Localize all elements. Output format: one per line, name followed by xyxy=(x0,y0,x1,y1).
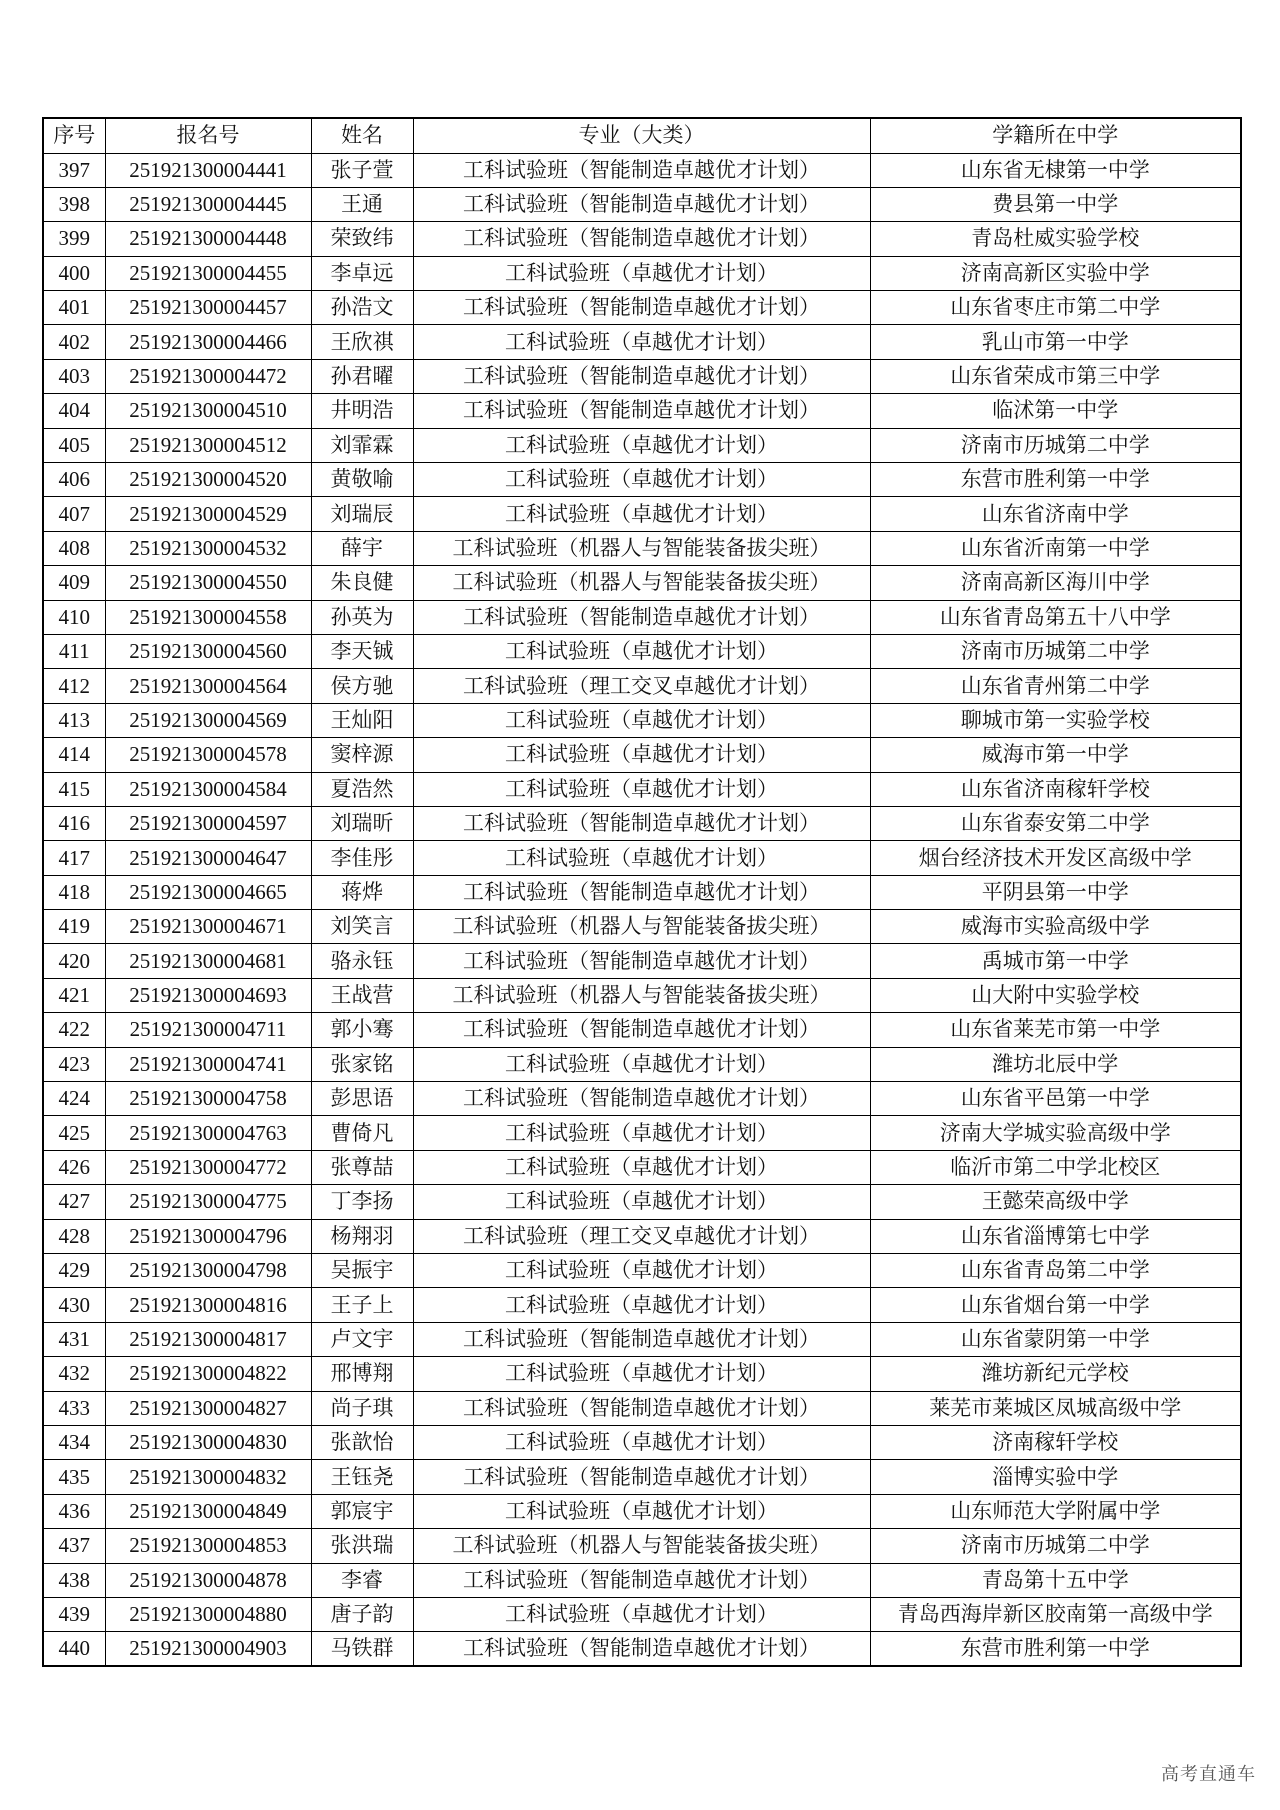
cell-school: 临沂市第二中学北校区 xyxy=(870,1150,1241,1184)
header-row xyxy=(43,118,1241,153)
cell-major: 工科试验班（卓越优才计划） xyxy=(413,1597,870,1631)
cell-school: 山东师范大学附属中学 xyxy=(870,1494,1241,1528)
cell-school: 山东省莱芜市第一中学 xyxy=(870,1013,1241,1047)
cell-school: 平阴县第一中学 xyxy=(870,875,1241,909)
cell-seq: 398 xyxy=(43,187,105,221)
cell-school: 山东省无棣第一中学 xyxy=(870,153,1241,187)
cell-major: 工科试验班（卓越优才计划） xyxy=(413,428,870,462)
cell-name: 丁李扬 xyxy=(311,1185,413,1219)
cell-school: 山东省青州第二中学 xyxy=(870,669,1241,703)
table-row xyxy=(43,1322,1241,1356)
cell-major: 工科试验班（卓越优才计划） xyxy=(413,497,870,531)
table-row xyxy=(43,634,1241,668)
table-row xyxy=(43,1391,1241,1425)
cell-major: 工科试验班（智能制造卓越优才计划） xyxy=(413,359,870,393)
cell-name: 郭小骞 xyxy=(311,1013,413,1047)
cell-name: 尚子琪 xyxy=(311,1391,413,1425)
cell-registration-number: 251921300004798 xyxy=(105,1254,311,1288)
cell-registration-number: 251921300004578 xyxy=(105,738,311,772)
cell-registration-number: 251921300004550 xyxy=(105,566,311,600)
cell-registration-number: 251921300004758 xyxy=(105,1082,311,1116)
table-row xyxy=(43,703,1241,737)
table-row xyxy=(43,978,1241,1012)
cell-seq: 420 xyxy=(43,944,105,978)
cell-name: 李睿 xyxy=(311,1563,413,1597)
cell-major: 工科试验班（卓越优才计划） xyxy=(413,1150,870,1184)
cell-school: 王懿荣高级中学 xyxy=(870,1185,1241,1219)
cell-school: 潍坊北辰中学 xyxy=(870,1047,1241,1081)
cell-major: 工科试验班（智能制造卓越优才计划） xyxy=(413,1460,870,1494)
cell-seq: 414 xyxy=(43,738,105,772)
header-seq: 序号 xyxy=(43,118,105,153)
table-row xyxy=(43,772,1241,806)
cell-name: 刘瑞辰 xyxy=(311,497,413,531)
cell-major: 工科试验班（机器人与智能装备拔尖班） xyxy=(413,566,870,600)
cell-registration-number: 251921300004647 xyxy=(105,841,311,875)
cell-seq: 431 xyxy=(43,1322,105,1356)
cell-name: 孙浩文 xyxy=(311,291,413,325)
cell-registration-number: 251921300004816 xyxy=(105,1288,311,1322)
table-row xyxy=(43,1082,1241,1116)
cell-name: 王钰尧 xyxy=(311,1460,413,1494)
table-row xyxy=(43,566,1241,600)
cell-seq: 411 xyxy=(43,634,105,668)
cell-school: 山东省济南中学 xyxy=(870,497,1241,531)
cell-seq: 426 xyxy=(43,1150,105,1184)
cell-seq: 416 xyxy=(43,806,105,840)
cell-school: 山大附中实验学校 xyxy=(870,978,1241,1012)
cell-seq: 438 xyxy=(43,1563,105,1597)
cell-school: 东营市胜利第一中学 xyxy=(870,1632,1241,1666)
cell-seq: 397 xyxy=(43,153,105,187)
cell-name: 井明浩 xyxy=(311,394,413,428)
table-row xyxy=(43,325,1241,359)
cell-school: 费县第一中学 xyxy=(870,187,1241,221)
admission-roster-table xyxy=(42,117,1242,1667)
cell-school: 山东省济南稼轩学校 xyxy=(870,772,1241,806)
cell-major: 工科试验班（卓越优才计划） xyxy=(413,256,870,290)
cell-major: 工科试验班（机器人与智能装备拔尖班） xyxy=(413,910,870,944)
cell-seq: 413 xyxy=(43,703,105,737)
cell-seq: 417 xyxy=(43,841,105,875)
cell-seq: 408 xyxy=(43,531,105,565)
cell-registration-number: 251921300004693 xyxy=(105,978,311,1012)
cell-registration-number: 251921300004532 xyxy=(105,531,311,565)
cell-registration-number: 251921300004772 xyxy=(105,1150,311,1184)
table-row xyxy=(43,944,1241,978)
cell-name: 刘笑言 xyxy=(311,910,413,944)
cell-seq: 410 xyxy=(43,600,105,634)
cell-major: 工科试验班（智能制造卓越优才计划） xyxy=(413,600,870,634)
table-row xyxy=(43,463,1241,497)
cell-name: 吴振宇 xyxy=(311,1254,413,1288)
cell-school: 山东省蒙阴第一中学 xyxy=(870,1322,1241,1356)
table-row xyxy=(43,1425,1241,1459)
table-row xyxy=(43,1357,1241,1391)
cell-major: 工科试验班（智能制造卓越优才计划） xyxy=(413,1082,870,1116)
cell-seq: 433 xyxy=(43,1391,105,1425)
cell-school: 山东省枣庄市第二中学 xyxy=(870,291,1241,325)
cell-major: 工科试验班（智能制造卓越优才计划） xyxy=(413,222,870,256)
cell-major: 工科试验班（卓越优才计划） xyxy=(413,703,870,737)
cell-name: 黄敬喻 xyxy=(311,463,413,497)
cell-registration-number: 251921300004569 xyxy=(105,703,311,737)
table-row xyxy=(43,1288,1241,1322)
cell-registration-number: 251921300004880 xyxy=(105,1597,311,1631)
table-row xyxy=(43,910,1241,944)
cell-seq: 430 xyxy=(43,1288,105,1322)
cell-seq: 407 xyxy=(43,497,105,531)
cell-major: 工科试验班（智能制造卓越优才计划） xyxy=(413,1391,870,1425)
table-row xyxy=(43,1597,1241,1631)
table-row xyxy=(43,394,1241,428)
cell-name: 张歆怡 xyxy=(311,1425,413,1459)
table-row xyxy=(43,600,1241,634)
cell-school: 山东省青岛第二中学 xyxy=(870,1254,1241,1288)
cell-school: 山东省青岛第五十八中学 xyxy=(870,600,1241,634)
cell-seq: 415 xyxy=(43,772,105,806)
cell-school: 东营市胜利第一中学 xyxy=(870,463,1241,497)
cell-registration-number: 251921300004448 xyxy=(105,222,311,256)
cell-name: 杨翔羽 xyxy=(311,1219,413,1253)
cell-registration-number: 251921300004681 xyxy=(105,944,311,978)
cell-major: 工科试验班（卓越优才计划） xyxy=(413,1116,870,1150)
cell-school: 禹城市第一中学 xyxy=(870,944,1241,978)
cell-seq: 424 xyxy=(43,1082,105,1116)
table-row xyxy=(43,1219,1241,1253)
cell-major: 工科试验班（卓越优才计划） xyxy=(413,738,870,772)
cell-name: 郭宸宇 xyxy=(311,1494,413,1528)
cell-seq: 425 xyxy=(43,1116,105,1150)
cell-school: 青岛第十五中学 xyxy=(870,1563,1241,1597)
table-row xyxy=(43,669,1241,703)
cell-registration-number: 251921300004472 xyxy=(105,359,311,393)
table-row xyxy=(43,1150,1241,1184)
cell-major: 工科试验班（智能制造卓越优才计划） xyxy=(413,187,870,221)
cell-name: 李卓远 xyxy=(311,256,413,290)
cell-seq: 405 xyxy=(43,428,105,462)
cell-school: 济南市历城第二中学 xyxy=(870,634,1241,668)
header-school: 学籍所在中学 xyxy=(870,118,1241,153)
cell-name: 蒋烨 xyxy=(311,875,413,909)
table-row xyxy=(43,153,1241,187)
table-row xyxy=(43,875,1241,909)
cell-registration-number: 251921300004711 xyxy=(105,1013,311,1047)
cell-seq: 403 xyxy=(43,359,105,393)
cell-major: 工科试验班（智能制造卓越优才计划） xyxy=(413,1563,870,1597)
cell-registration-number: 251921300004741 xyxy=(105,1047,311,1081)
cell-school: 潍坊新纪元学校 xyxy=(870,1357,1241,1391)
cell-seq: 404 xyxy=(43,394,105,428)
cell-school: 山东省烟台第一中学 xyxy=(870,1288,1241,1322)
cell-school: 济南高新区实验中学 xyxy=(870,256,1241,290)
cell-name: 窦梓源 xyxy=(311,738,413,772)
cell-major: 工科试验班（机器人与智能装备拔尖班） xyxy=(413,531,870,565)
cell-name: 唐子韵 xyxy=(311,1597,413,1631)
cell-registration-number: 251921300004832 xyxy=(105,1460,311,1494)
cell-seq: 422 xyxy=(43,1013,105,1047)
header-major: 专业（大类） xyxy=(413,118,870,153)
cell-registration-number: 251921300004457 xyxy=(105,291,311,325)
cell-major: 工科试验班（理工交叉卓越优才计划） xyxy=(413,1219,870,1253)
cell-name: 卢文宇 xyxy=(311,1322,413,1356)
table-row xyxy=(43,738,1241,772)
cell-school: 山东省荣成市第三中学 xyxy=(870,359,1241,393)
cell-registration-number: 251921300004822 xyxy=(105,1357,311,1391)
cell-name: 邢博翔 xyxy=(311,1357,413,1391)
cell-major: 工科试验班（卓越优才计划） xyxy=(413,1288,870,1322)
cell-registration-number: 251921300004529 xyxy=(105,497,311,531)
cell-registration-number: 251921300004510 xyxy=(105,394,311,428)
cell-school: 山东省泰安第二中学 xyxy=(870,806,1241,840)
cell-name: 马铁群 xyxy=(311,1632,413,1666)
cell-seq: 432 xyxy=(43,1357,105,1391)
table-row xyxy=(43,1254,1241,1288)
cell-name: 王欣祺 xyxy=(311,325,413,359)
cell-major: 工科试验班（智能制造卓越优才计划） xyxy=(413,1013,870,1047)
cell-major: 工科试验班（卓越优才计划） xyxy=(413,325,870,359)
cell-seq: 421 xyxy=(43,978,105,1012)
cell-name: 荣致纬 xyxy=(311,222,413,256)
cell-seq: 429 xyxy=(43,1254,105,1288)
cell-major: 工科试验班（智能制造卓越优才计划） xyxy=(413,1322,870,1356)
cell-school: 临沭第一中学 xyxy=(870,394,1241,428)
cell-name: 王灿阳 xyxy=(311,703,413,737)
table-row xyxy=(43,187,1241,221)
cell-name: 朱良健 xyxy=(311,566,413,600)
cell-major: 工科试验班（卓越优才计划） xyxy=(413,463,870,497)
header-name: 姓名 xyxy=(311,118,413,153)
cell-seq: 399 xyxy=(43,222,105,256)
cell-major: 工科试验班（机器人与智能装备拔尖班） xyxy=(413,1529,870,1563)
cell-school: 莱芜市莱城区凤城高级中学 xyxy=(870,1391,1241,1425)
cell-name: 侯方驰 xyxy=(311,669,413,703)
cell-seq: 436 xyxy=(43,1494,105,1528)
cell-major: 工科试验班（机器人与智能装备拔尖班） xyxy=(413,978,870,1012)
cell-name: 王战营 xyxy=(311,978,413,1012)
cell-registration-number: 251921300004796 xyxy=(105,1219,311,1253)
cell-school: 山东省沂南第一中学 xyxy=(870,531,1241,565)
cell-registration-number: 251921300004665 xyxy=(105,875,311,909)
cell-seq: 423 xyxy=(43,1047,105,1081)
cell-school: 济南稼轩学校 xyxy=(870,1425,1241,1459)
cell-registration-number: 251921300004455 xyxy=(105,256,311,290)
table-row xyxy=(43,1632,1241,1666)
cell-school: 青岛西海岸新区胶南第一高级中学 xyxy=(870,1597,1241,1631)
table-row xyxy=(43,1529,1241,1563)
table-row xyxy=(43,1563,1241,1597)
cell-registration-number: 251921300004827 xyxy=(105,1391,311,1425)
cell-school: 济南高新区海川中学 xyxy=(870,566,1241,600)
cell-major: 工科试验班（卓越优才计划） xyxy=(413,841,870,875)
table-row xyxy=(43,1116,1241,1150)
cell-major: 工科试验班（智能制造卓越优才计划） xyxy=(413,1632,870,1666)
cell-school: 青岛杜威实验学校 xyxy=(870,222,1241,256)
cell-name: 薛宇 xyxy=(311,531,413,565)
cell-school: 威海市第一中学 xyxy=(870,738,1241,772)
cell-registration-number: 251921300004817 xyxy=(105,1322,311,1356)
cell-name: 李天铖 xyxy=(311,634,413,668)
cell-major: 工科试验班（智能制造卓越优才计划） xyxy=(413,944,870,978)
cell-registration-number: 251921300004512 xyxy=(105,428,311,462)
table-row xyxy=(43,1185,1241,1219)
cell-seq: 418 xyxy=(43,875,105,909)
cell-major: 工科试验班（智能制造卓越优才计划） xyxy=(413,291,870,325)
cell-registration-number: 251921300004597 xyxy=(105,806,311,840)
cell-major: 工科试验班（卓越优才计划） xyxy=(413,1254,870,1288)
cell-seq: 402 xyxy=(43,325,105,359)
cell-name: 张洪瑞 xyxy=(311,1529,413,1563)
table-body xyxy=(43,153,1241,1666)
cell-school: 淄博实验中学 xyxy=(870,1460,1241,1494)
cell-seq: 437 xyxy=(43,1529,105,1563)
cell-major: 工科试验班（卓越优才计划） xyxy=(413,1425,870,1459)
table-row xyxy=(43,1047,1241,1081)
cell-school: 山东省平邑第一中学 xyxy=(870,1082,1241,1116)
table-row xyxy=(43,1460,1241,1494)
cell-seq: 409 xyxy=(43,566,105,600)
cell-registration-number: 251921300004853 xyxy=(105,1529,311,1563)
cell-seq: 435 xyxy=(43,1460,105,1494)
cell-seq: 427 xyxy=(43,1185,105,1219)
cell-name: 王通 xyxy=(311,187,413,221)
cell-registration-number: 251921300004560 xyxy=(105,634,311,668)
table-row xyxy=(43,428,1241,462)
cell-school: 威海市实验高级中学 xyxy=(870,910,1241,944)
cell-school: 乳山市第一中学 xyxy=(870,325,1241,359)
table-row xyxy=(43,497,1241,531)
cell-registration-number: 251921300004671 xyxy=(105,910,311,944)
cell-school: 济南大学城实验高级中学 xyxy=(870,1116,1241,1150)
cell-major: 工科试验班（卓越优才计划） xyxy=(413,772,870,806)
cell-seq: 434 xyxy=(43,1425,105,1459)
table-row xyxy=(43,1494,1241,1528)
cell-major: 工科试验班（智能制造卓越优才计划） xyxy=(413,394,870,428)
table-row xyxy=(43,841,1241,875)
cell-seq: 401 xyxy=(43,291,105,325)
table-row xyxy=(43,806,1241,840)
cell-major: 工科试验班（卓越优才计划） xyxy=(413,1047,870,1081)
cell-name: 刘瑞昕 xyxy=(311,806,413,840)
cell-name: 张尊喆 xyxy=(311,1150,413,1184)
cell-name: 孙英为 xyxy=(311,600,413,634)
cell-registration-number: 251921300004466 xyxy=(105,325,311,359)
cell-registration-number: 251921300004445 xyxy=(105,187,311,221)
cell-registration-number: 251921300004878 xyxy=(105,1563,311,1597)
table-row xyxy=(43,291,1241,325)
cell-registration-number: 251921300004775 xyxy=(105,1185,311,1219)
cell-major: 工科试验班（智能制造卓越优才计划） xyxy=(413,153,870,187)
cell-name: 张子萱 xyxy=(311,153,413,187)
cell-major: 工科试验班（卓越优才计划） xyxy=(413,1494,870,1528)
cell-name: 王子上 xyxy=(311,1288,413,1322)
cell-registration-number: 251921300004520 xyxy=(105,463,311,497)
cell-registration-number: 251921300004903 xyxy=(105,1632,311,1666)
cell-seq: 400 xyxy=(43,256,105,290)
cell-major: 工科试验班（卓越优才计划） xyxy=(413,1185,870,1219)
cell-major: 工科试验班（智能制造卓越优才计划） xyxy=(413,875,870,909)
cell-name: 孙君曜 xyxy=(311,359,413,393)
table-row xyxy=(43,531,1241,565)
cell-registration-number: 251921300004558 xyxy=(105,600,311,634)
cell-name: 骆永钰 xyxy=(311,944,413,978)
cell-major: 工科试验班（卓越优才计划） xyxy=(413,634,870,668)
cell-seq: 406 xyxy=(43,463,105,497)
cell-name: 张家铭 xyxy=(311,1047,413,1081)
cell-registration-number: 251921300004564 xyxy=(105,669,311,703)
cell-major: 工科试验班（卓越优才计划） xyxy=(413,1357,870,1391)
cell-school: 烟台经济技术开发区高级中学 xyxy=(870,841,1241,875)
cell-registration-number: 251921300004584 xyxy=(105,772,311,806)
cell-seq: 439 xyxy=(43,1597,105,1631)
cell-seq: 419 xyxy=(43,910,105,944)
cell-school: 济南市历城第二中学 xyxy=(870,1529,1241,1563)
cell-seq: 412 xyxy=(43,669,105,703)
cell-seq: 440 xyxy=(43,1632,105,1666)
header-registration-number: 报名号 xyxy=(105,118,311,153)
cell-registration-number: 251921300004849 xyxy=(105,1494,311,1528)
cell-major: 工科试验班（理工交叉卓越优才计划） xyxy=(413,669,870,703)
cell-name: 夏浩然 xyxy=(311,772,413,806)
cell-registration-number: 251921300004830 xyxy=(105,1425,311,1459)
cell-name: 李佳彤 xyxy=(311,841,413,875)
table-header xyxy=(43,118,1241,153)
cell-seq: 428 xyxy=(43,1219,105,1253)
cell-school: 山东省淄博第七中学 xyxy=(870,1219,1241,1253)
cell-name: 曹倚凡 xyxy=(311,1116,413,1150)
table-row xyxy=(43,359,1241,393)
table-row xyxy=(43,222,1241,256)
cell-name: 彭思语 xyxy=(311,1082,413,1116)
cell-major: 工科试验班（智能制造卓越优才计划） xyxy=(413,806,870,840)
table-row xyxy=(43,1013,1241,1047)
cell-school: 聊城市第一实验学校 xyxy=(870,703,1241,737)
watermark-text: 高考直通车 xyxy=(1161,1764,1256,1784)
cell-school: 济南市历城第二中学 xyxy=(870,428,1241,462)
cell-registration-number: 251921300004441 xyxy=(105,153,311,187)
cell-name: 刘霏霖 xyxy=(311,428,413,462)
cell-registration-number: 251921300004763 xyxy=(105,1116,311,1150)
table-row xyxy=(43,256,1241,290)
